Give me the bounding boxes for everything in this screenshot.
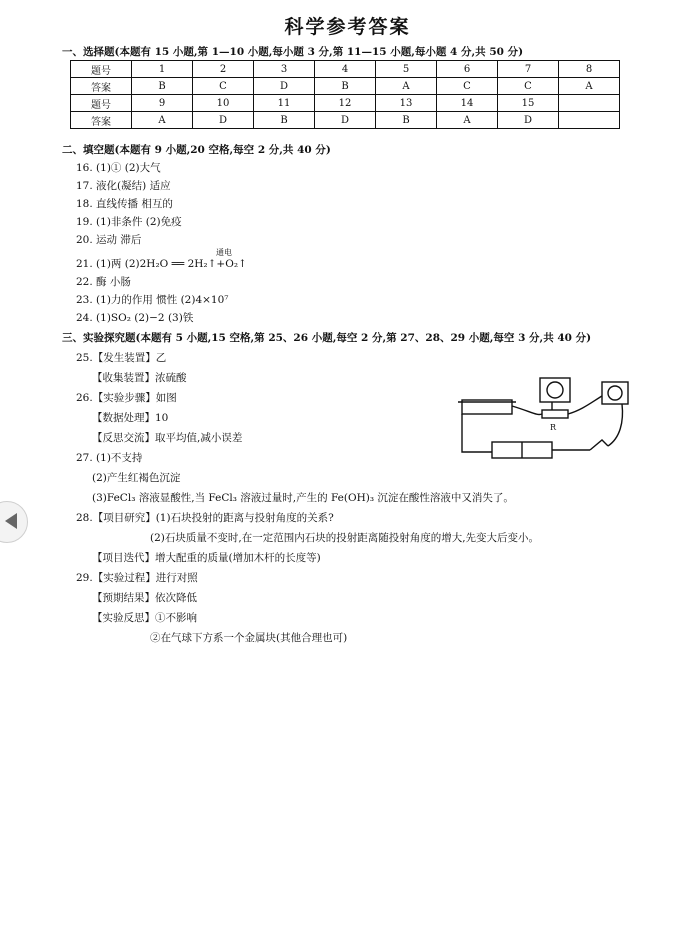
table-cell: D xyxy=(254,78,315,95)
answer-line: 【实验反思】①不影响 xyxy=(92,612,197,624)
table-cell: 9 xyxy=(132,95,193,112)
section1-heading: 一、选择题(本题有 15 小题,第 1—10 小题,每小题 3 分,第 11—15 小题,每小题 4 分,共 50 分) xyxy=(62,46,524,58)
row-label: 答案 xyxy=(71,112,132,129)
table-cell: C xyxy=(193,78,254,95)
answer-line: 27. (1)不支持 xyxy=(76,452,143,464)
answer-line: 29.【实验过程】进行对照 xyxy=(76,572,198,584)
table-cell: 2 xyxy=(193,61,254,78)
answer-line: 21. (1)两 (2)2H₂O ══ 2H₂↑+O₂↑ xyxy=(76,258,247,270)
answer-line: 【数据处理】10 xyxy=(92,412,169,424)
answer-line: (2)产生红褐色沉淀 xyxy=(92,472,181,484)
table-cell: A xyxy=(132,112,193,129)
resistor-label: R xyxy=(550,423,557,432)
table-cell: A xyxy=(376,78,437,95)
answer-line: 【反思交流】取平均值,减小误差 xyxy=(92,432,243,444)
answer-line: (3)FeCl₃ 溶液显酸性,当 FeCl₃ 溶液过量时,产生的 Fe(OH)₃ 沉淀在酸性溶液中又消失了。 xyxy=(92,492,514,504)
answer-line: 20. 运动 滞后 xyxy=(76,234,142,246)
table-cell: B xyxy=(132,78,193,95)
table-row xyxy=(71,112,620,129)
answer-line: 18. 直线传播 相互的 xyxy=(76,198,173,210)
table-cell: D xyxy=(315,112,376,129)
answer-line: 22. 酶 小肠 xyxy=(76,276,131,288)
answer-line: 【预期结果】依次降低 xyxy=(92,592,197,604)
table-cell: 11 xyxy=(254,95,315,112)
table-cell: D xyxy=(498,112,559,129)
table-cell: 12 xyxy=(315,95,376,112)
table-cell: 13 xyxy=(376,95,437,112)
table-cell: 1 xyxy=(132,61,193,78)
row-label: 题号 xyxy=(71,95,132,112)
table-cell: 10 xyxy=(193,95,254,112)
table-cell: B xyxy=(376,112,437,129)
table-cell: 14 xyxy=(437,95,498,112)
table-cell: B xyxy=(315,78,376,95)
circuit-diagram xyxy=(452,372,632,472)
answer-line: 25.【发生装置】乙 xyxy=(76,352,167,364)
answer-table xyxy=(70,60,620,129)
answer-line: 19. (1)非条件 (2)免疫 xyxy=(76,216,182,228)
resistor xyxy=(542,410,568,418)
table-cell: 7 xyxy=(498,61,559,78)
answer-line: 【项目迭代】增大配重的质量(增加木杆的长度等) xyxy=(92,552,321,564)
table-cell: 3 xyxy=(254,61,315,78)
table-cell: C xyxy=(437,78,498,95)
answer-line: 17. 液化(凝结) 适应 xyxy=(76,180,171,192)
prev-page-button[interactable] xyxy=(0,501,28,543)
answer-line: 16. (1)① (2)大气 xyxy=(76,162,161,174)
table-row xyxy=(71,61,620,78)
table-row xyxy=(71,78,620,95)
answer-line: 24. (1)SO₂ (2)−2 (3)铁 xyxy=(76,312,194,324)
table-cell: 8 xyxy=(559,61,620,78)
table-cell: 4 xyxy=(315,61,376,78)
table-cell: A xyxy=(437,112,498,129)
answer-line: (2)石块质量不变时,在一定范围内石块的投射距离随投射角度的增大,先变大后变小。 xyxy=(150,532,540,544)
table-cell: 6 xyxy=(437,61,498,78)
section2-heading: 二、填空题(本题有 9 小题,20 空格,每空 2 分,共 40 分) xyxy=(62,144,331,156)
section3-heading: 三、实验探究题(本题有 5 小题,15 空格,第 25、26 小题,每空 2 分,第 27、28、29 小题,每空 3 分,共 40 分) xyxy=(62,332,592,344)
page-title: 科学参考答案 xyxy=(284,16,411,38)
answer-line: ②在气球下方系一个金属块(其他合理也可) xyxy=(150,632,348,644)
chevron-left-icon xyxy=(5,513,17,529)
table-cell: D xyxy=(193,112,254,129)
switch xyxy=(590,440,608,450)
table-cell: 15 xyxy=(498,95,559,112)
reaction-condition: 通电 xyxy=(216,248,232,257)
table-cell: C xyxy=(498,78,559,95)
table-cell xyxy=(559,95,620,112)
answer-line: 【收集装置】浓硫酸 xyxy=(92,372,187,384)
table-row xyxy=(71,95,620,112)
table-cell: 5 xyxy=(376,61,437,78)
row-label: 答案 xyxy=(71,78,132,95)
table-cell: A xyxy=(559,78,620,95)
answer-line: 26.【实验步骤】如图 xyxy=(76,392,177,404)
ammeter xyxy=(602,382,628,404)
row-label: 题号 xyxy=(71,61,132,78)
table-cell: B xyxy=(254,112,315,129)
table-cell xyxy=(559,112,620,129)
answer-line: 28.【项目研究】(1)石块投射的距离与投射角度的关系? xyxy=(76,512,334,524)
answer-line: 23. (1)力的作用 惯性 (2)4×10⁷ xyxy=(76,294,229,306)
